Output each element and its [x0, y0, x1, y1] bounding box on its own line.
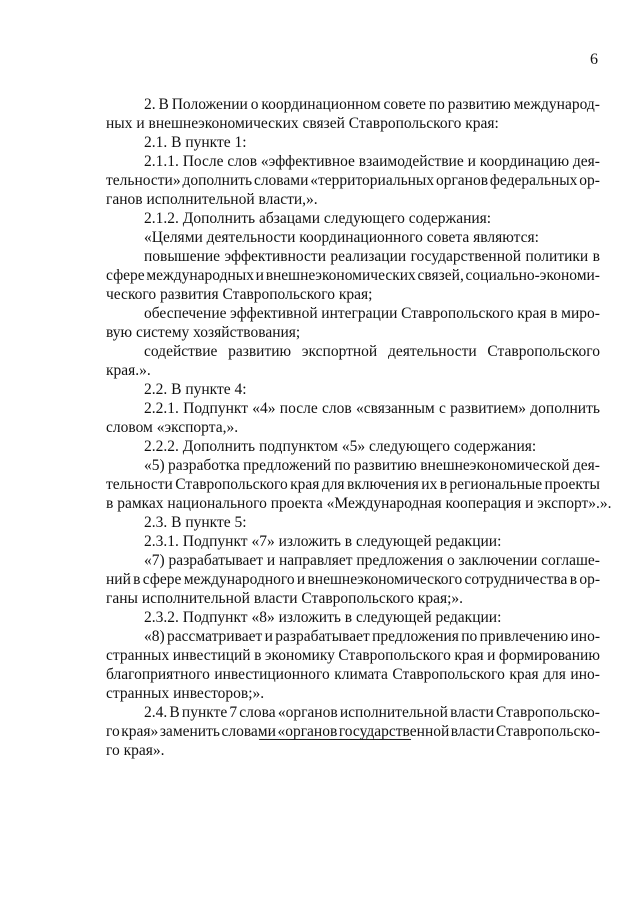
text-line: 2.1.2. Дополнить абзацами следующего содержания: — [144, 210, 492, 227]
text-line: 2.2.1. Подпункт «4» после слов «связанным с развитием» дополнить — [144, 400, 600, 417]
end-separator-line — [259, 739, 411, 740]
text-line: го края» заменить словами «органов государственной власти Ставропольско- — [106, 723, 600, 740]
text-line: «Целями деятельности координационного совета являются: — [144, 229, 539, 246]
text-line: в рамках национального проекта «Международная кооперация и экспорт».». — [106, 495, 612, 512]
text-line: 2.4. В пункте 7 слова «органов исполнительной власти Ставропольско- — [144, 704, 600, 721]
text-line: ческого развития Ставропольского края; — [106, 286, 373, 303]
text-line: «8) рассматривает и разрабатывает предложения по привлечению ино- — [144, 628, 600, 645]
text-line: 2.2. В пункте 4: — [144, 381, 247, 398]
text-line: словом «экспорта,». — [106, 419, 239, 436]
text-line: странных инвесторов;». — [106, 685, 265, 702]
text-line: благоприятного инвестиционного климата Ставропольского края для ино- — [106, 666, 600, 683]
text-line: обеспечение эффективной интеграции Ставропольского края в миро- — [144, 305, 600, 322]
text-line: 2.1.1. После слов «эффективное взаимодействие и координацию дея- — [144, 153, 600, 170]
text-line: «7) разрабатывает и направляет предложения о заключении соглаше- — [144, 552, 600, 569]
text-line: вую систему хозяйствования; — [106, 324, 301, 341]
text-line: го края». — [106, 742, 165, 759]
text-line: 2.3.2. Подпункт «8» изложить в следующей редакции: — [144, 609, 502, 626]
text-line: ных и внешнеэкономических связей Ставропольского края: — [106, 115, 499, 132]
text-line: ний в сфере международного и внешнеэкономического сотрудничества в ор- — [106, 571, 600, 588]
text-line: ганы исполнительной власти Ставропольского края;». — [106, 590, 464, 607]
text-line: ганов исполнительной власти,». — [106, 191, 318, 208]
text-line: повышение эффективности реализации государственной политики в — [144, 248, 600, 265]
text-line: 2.2.2. Дополнить подпунктом «5» следующего содержания: — [144, 438, 537, 455]
text-line: тельности» дополнить словами «территориальных органов федеральных ор- — [106, 172, 600, 189]
text-line: 2.1. В пункте 1: — [144, 134, 247, 151]
page-number: 6 — [590, 51, 598, 68]
text-line: 2.3.1. Подпункт «7» изложить в следующей редакции: — [144, 533, 502, 550]
document-body — [106, 96, 612, 761]
text-line: 2.3. В пункте 5: — [144, 514, 247, 531]
text-line: «5) разработка предложений по развитию внешнеэкономической дея- — [144, 457, 600, 474]
text-line: края.». — [106, 362, 151, 379]
text-line: сфере международных и внешнеэкономических связей, социально-экономи- — [106, 267, 600, 284]
text-line: тельности Ставропольского края для включения их в региональные проекты — [106, 476, 600, 493]
text-line: странных инвестиций в экономику Ставропольского края и формированию — [106, 647, 600, 664]
text-line: содействие развитию экспортной деятельности Ставропольского — [144, 343, 600, 360]
text-line: 2. В Положении о координационном совете по развитию международ- — [144, 96, 600, 113]
